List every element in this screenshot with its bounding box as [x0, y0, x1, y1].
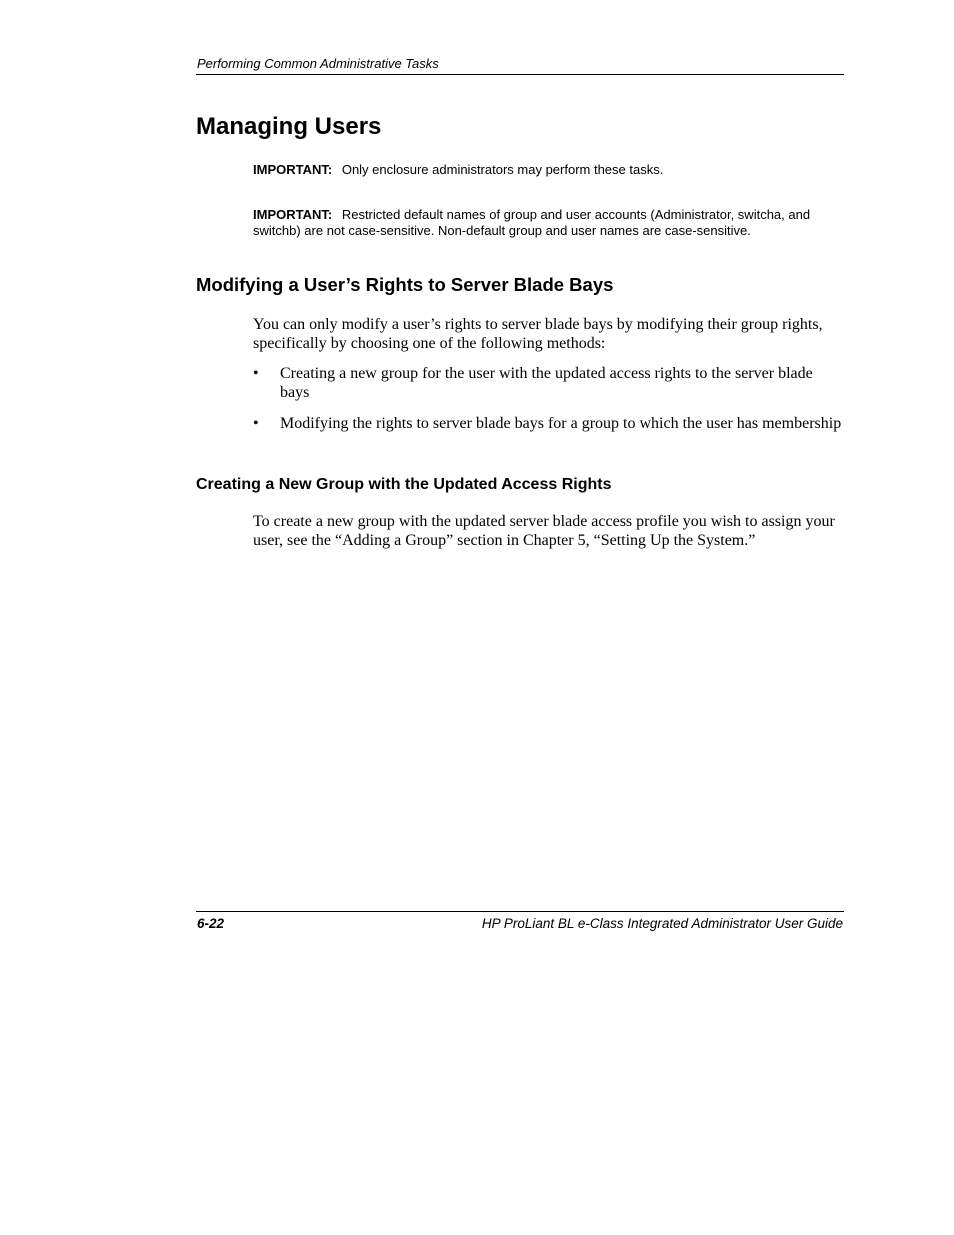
subsection-heading: Creating a New Group with the Updated Access Rights [196, 476, 612, 493]
list-item-text: Modifying the rights to server blade bays for a group to which the user has membership [280, 415, 842, 432]
important-label: IMPORTANT: [253, 207, 333, 222]
page-title: Managing Users [196, 113, 382, 140]
important-note [253, 162, 843, 178]
footer-rule [196, 911, 844, 912]
bullet-icon: • [253, 365, 259, 382]
list-item-text: Creating a new group for the user with the updated access rights to the server blade bays [280, 365, 813, 401]
important-note-text: Restricted default names of group and user accounts (Administrator, switcha, and switchb) are not case-sensitive. Non-default group and user names are case-sensitive. [253, 207, 811, 238]
header-rule [196, 74, 844, 75]
list-item [253, 414, 845, 433]
footer-doc-title: HP ProLiant BL e-Class Integrated Administrator User Guide [481, 916, 843, 931]
important-note-text: Only enclosure administrators may perform these tasks. [341, 162, 664, 177]
list-item [253, 364, 845, 402]
running-header: Performing Common Administrative Tasks [197, 56, 439, 71]
important-note [253, 207, 843, 239]
page-number: 6-22 [197, 916, 225, 931]
section-heading: Modifying a User’s Rights to Server Blade Bays [196, 274, 614, 295]
subsection-paragraph: To create a new group with the updated server blade access profile you wish to assign your user, see the “Adding a Group” section in Chapter 5, “Setting Up the System.” [253, 513, 835, 549]
section-intro-paragraph: You can only modify a user’s rights to server blade bays by modifying their group rights, specifically by choosing one of the following methods: [253, 316, 823, 352]
method-list [253, 414, 845, 433]
bullet-icon: • [253, 415, 259, 432]
method-list [253, 364, 845, 402]
important-label: IMPORTANT: [253, 162, 333, 177]
